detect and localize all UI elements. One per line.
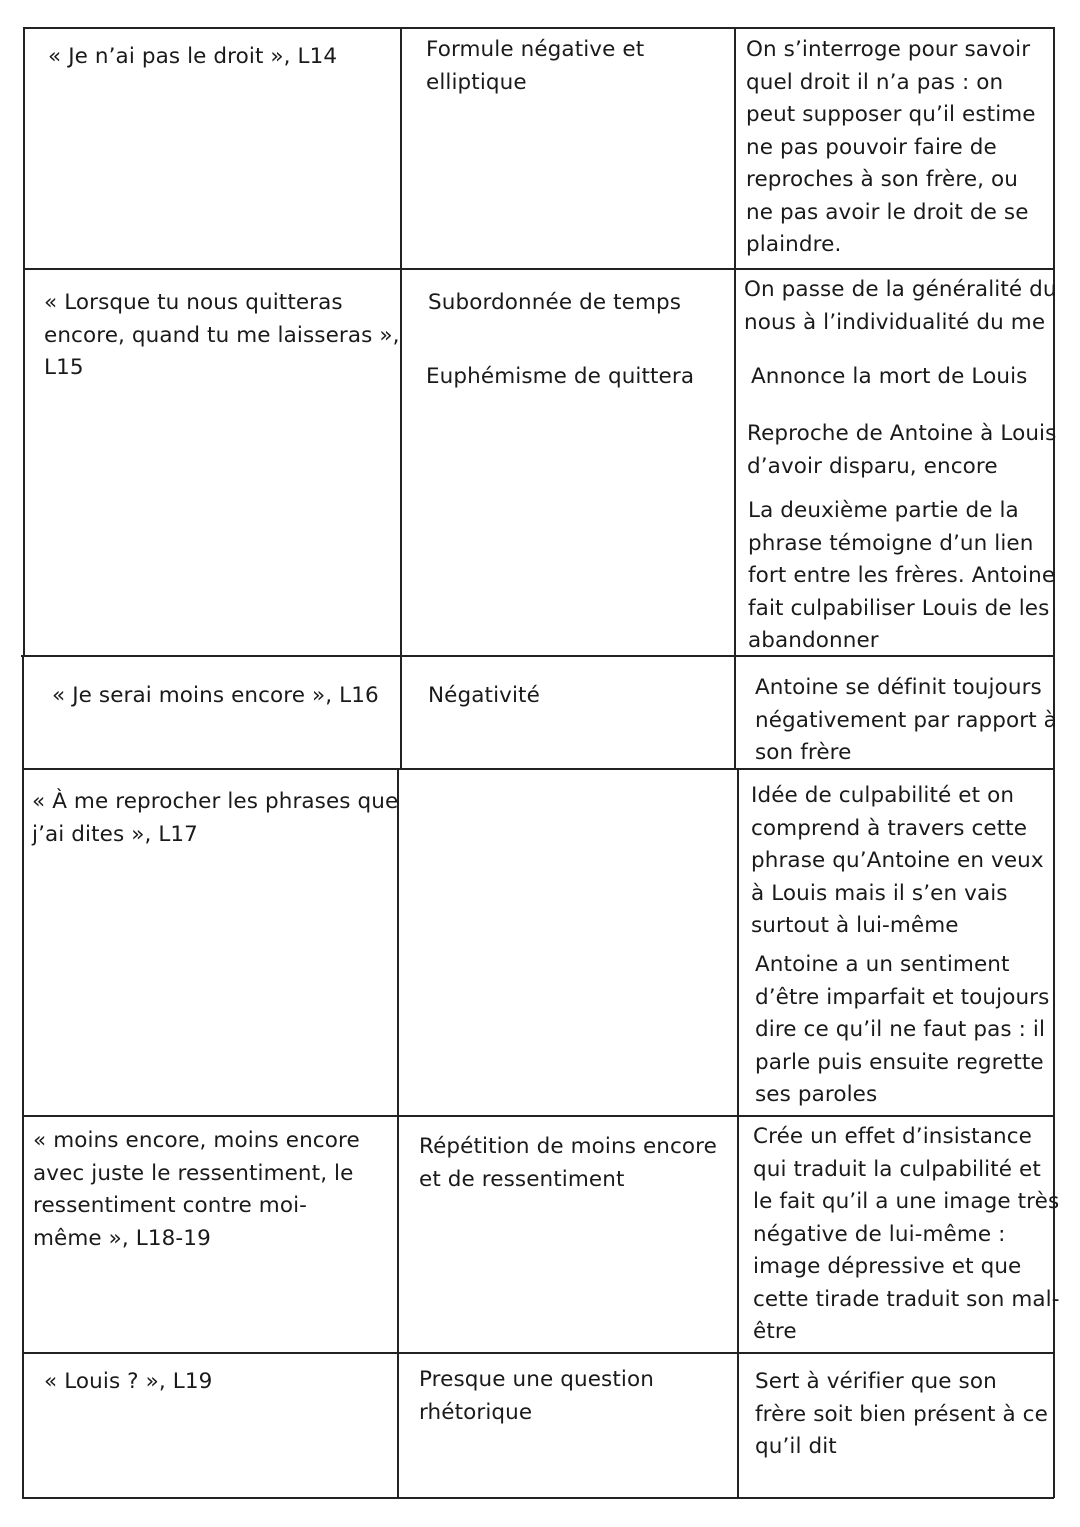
column-divider [397,768,399,1498]
row-divider [22,1115,1054,1117]
interpretation-text: Annonce la mort de Louis [751,364,1028,389]
interpretation-cell [755,949,1049,1112]
interpretation-cell [751,361,1027,394]
interpretation-text: Idée de culpabilité et on comprend à travers cette phrase qu’Antoine en veux à Louis mais il s’en vais surtout à lui-même [751,783,1044,938]
interpretation-cell [746,34,1036,262]
interpretation-cell [744,274,1057,339]
interpretation-text: Antoine se définit toujours négativement par rapport à son frère [755,675,1057,765]
row-divider [22,1352,1054,1354]
citation-text: « Je serai moins encore », L16 [52,683,379,708]
citation-text: « Je n’ai pas le droit », L14 [48,44,338,69]
interpretation-text: Reproche de Antoine à Louis d’avoir disparu, encore [747,421,1057,479]
interpretation-text: On passe de la généralité du nous à l’individualité du me [744,277,1057,335]
procede-text: Euphémisme de quittera [426,364,695,389]
citation-text: « Louis ? », L19 [44,1369,213,1394]
table-border-bottom [22,1497,1054,1499]
citation-text: « moins encore, moins encore avec juste le ressentiment, le ressentiment contre moi- même », L18-19 [33,1128,360,1251]
citation-cell [52,680,379,713]
interpretation-cell [753,1121,1060,1349]
table-border-left [22,655,24,1498]
procede-text: Répétition de moins encore et de ressentiment [419,1134,717,1192]
column-divider [737,768,739,1498]
citation-cell [32,786,398,851]
interpretation-cell [748,495,1055,658]
procede-text: Subordonnée de temps [428,290,682,315]
interpretation-text: Antoine a un sentiment d’être imparfait et toujours dire ce qu’il ne faut pas : il parle puis ensuite regrette ses paroles [755,952,1050,1107]
interpretation-text: Crée un effet d’insistance qui traduit la culpabilité et le fait qu’il a une image très négative de lui-même : image dépressive et que cette tirade traduit son mal- être [753,1124,1060,1344]
procede-cell [419,1364,654,1429]
citation-cell [44,1366,212,1399]
citation-cell [33,1125,360,1255]
citation-cell [48,41,337,74]
procede-cell [426,361,694,394]
interpretation-cell [747,418,1056,483]
procede-cell [426,34,644,99]
interpretation-text: La deuxième partie de la phrase témoigne d’un lien fort entre les frères. Antoine fait culpabiliser Louis de les abandonner [748,498,1056,653]
interpretation-cell [755,672,1057,770]
interpretation-cell [751,780,1044,943]
procede-text: Négativité [428,683,540,708]
interpretation-text: Sert à vérifier que son frère soit bien présent à ce qu’il dit [755,1369,1048,1459]
table-border-left [23,27,25,655]
procede-text: Formule négative et elliptique [426,37,645,95]
citation-text: « Lorsque tu nous quitteras encore, quand tu me laisseras », L15 [44,290,400,380]
interpretation-text: On s’interroge pour savoir quel droit il n’a pas : on peut supposer qu’il estime ne pas pouvoir faire de reproches à son frère, ou ne pas avoir le droit de se plaindre. [746,37,1036,257]
procede-cell [428,287,681,320]
table-border-top [23,27,1054,29]
citation-cell [44,287,400,385]
column-divider [734,27,736,768]
procede-text: Presque une question rhétorique [419,1367,654,1425]
procede-cell [428,680,540,713]
column-divider [400,27,402,768]
interpretation-cell [755,1366,1048,1464]
citation-text: « À me reprocher les phrases que j’ai dites », L17 [32,789,399,847]
row-divider [23,268,1054,270]
procede-cell [419,1131,717,1196]
